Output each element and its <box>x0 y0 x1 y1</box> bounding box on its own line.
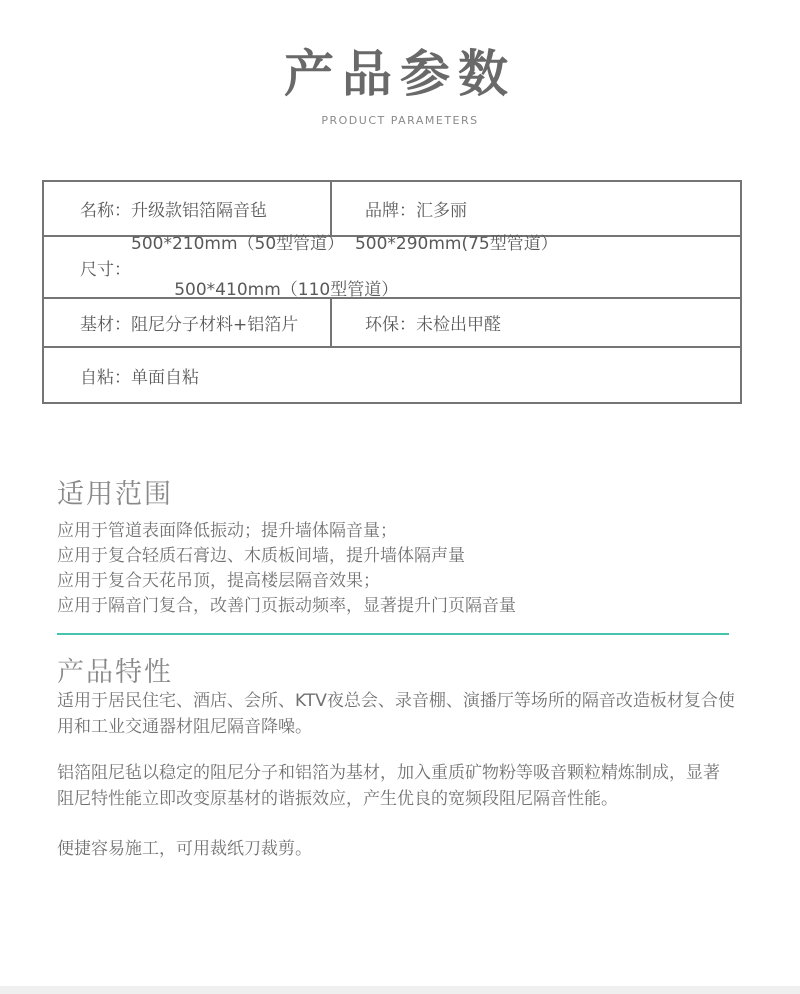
cell-adhesive: 自粘：单面自粘 <box>80 367 199 388</box>
table-row-name-brand <box>44 182 740 235</box>
scope-line: 应用于隔音门复合，改善门页振动频率，显著提升门页隔音量 <box>57 596 516 616</box>
page-subtitle: PRODUCT PARAMETERS <box>321 114 479 127</box>
size-line-1: 500*210mm（50型管道） 500*290mm(75型管道） <box>131 233 558 254</box>
table-row-adhesive <box>44 346 740 402</box>
scope-section-heading: 适用范围 <box>57 479 173 510</box>
size-label: 尺寸： <box>80 259 131 280</box>
footer-bar <box>0 986 800 994</box>
feature-paragraph: 适用于居民住宅、酒店、会所、KTV夜总会、录音棚、演播厅等场所的隔音改造板材复合使用和工业交通器材阻尼隔音降噪。 <box>57 691 735 737</box>
section-divider <box>57 633 729 635</box>
cell-product-name: 名称：升级款铝箔隔音毡 <box>44 182 332 235</box>
cell-environment: 环保：未检出甲醛 <box>365 315 501 335</box>
feature-paragraph: 便捷容易施工，可用裁纸刀裁剪。 <box>57 839 312 859</box>
size-values <box>131 233 558 302</box>
features-section-heading: 产品特性 <box>57 657 173 688</box>
scope-line: 应用于复合天花吊顶，提高楼层隔音效果； <box>57 571 380 591</box>
cell-base-material: 基材：阻尼分子材料+铝箔片 <box>44 299 332 346</box>
cell-size <box>44 233 740 300</box>
scope-line: 应用于管道表面降低振动；提升墙体隔音量； <box>57 521 397 541</box>
scope-lines <box>57 519 737 619</box>
title-block <box>0 40 800 127</box>
page-title: 产品参数 <box>284 45 516 103</box>
cell-brand: 品牌：汇多丽 <box>365 201 467 221</box>
table-row-material-env <box>44 297 740 346</box>
feature-paragraph: 铝箔阻尼毡以稳定的阻尼分子和铝箔为基材，加入重质矿物粉等吸音颗粒精炼制成，显著阻尼特性能立即改变原基材的谐振效应，产生优良的宽频段阻尼隔音性能。 <box>57 763 720 809</box>
size-line-2: 500*410mm（110型管道） <box>174 279 399 300</box>
spec-table <box>42 180 742 404</box>
table-row-size <box>44 233 740 300</box>
scope-line: 应用于复合轻质石膏边、木质板间墙，提升墙体隔声量 <box>57 546 465 566</box>
